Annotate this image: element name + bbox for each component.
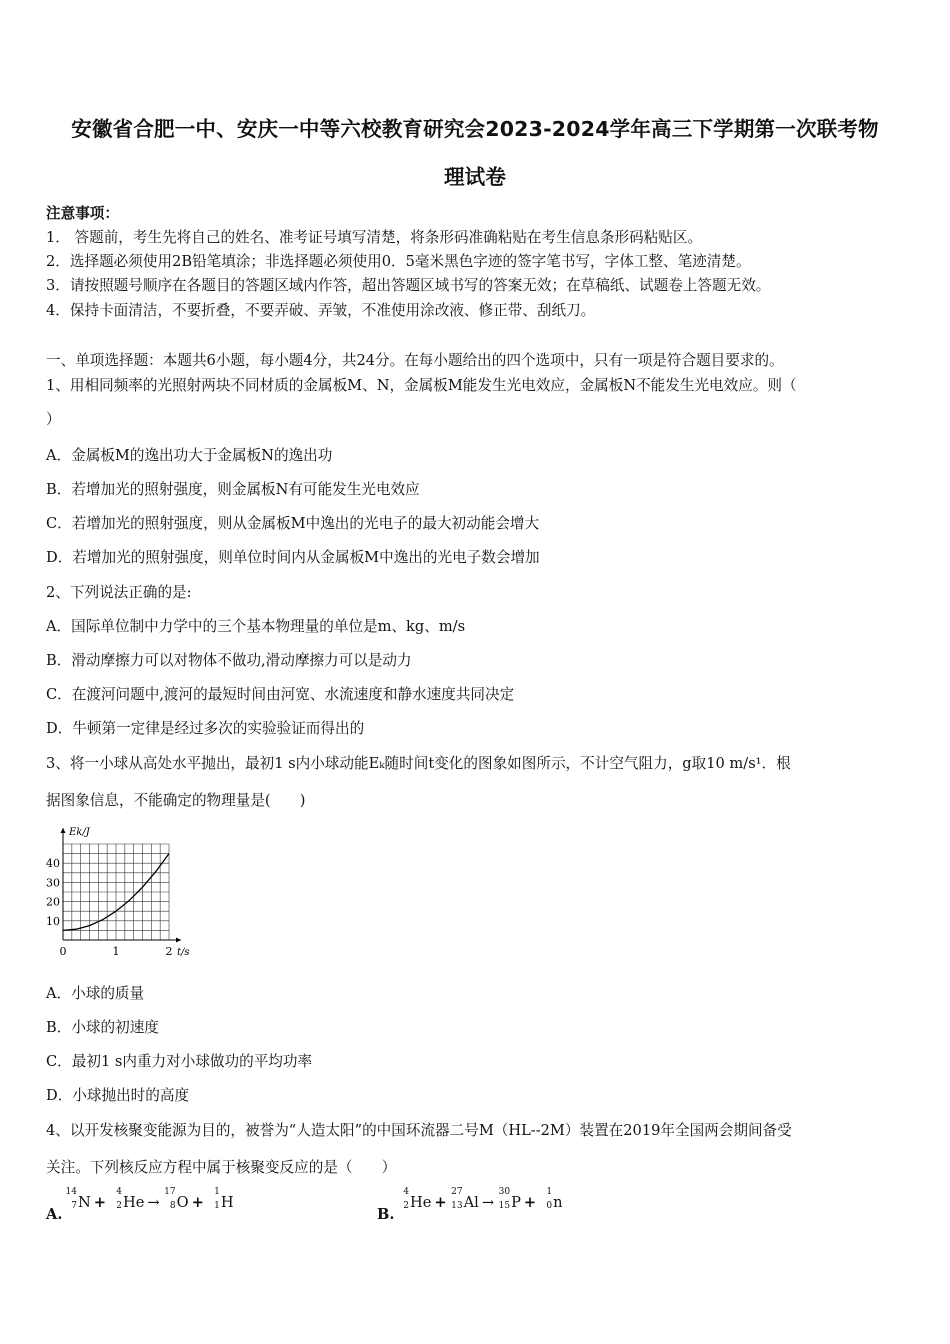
q4-option-b-label: B.	[377, 1206, 395, 1223]
element-symbol: N	[78, 1194, 91, 1211]
nuclide	[116, 1187, 145, 1211]
q3-option-c: C．最初1 s内重力对小球做功的平均功率	[46, 1053, 313, 1070]
mass-number: 14	[65, 1187, 77, 1197]
q1-option-d: D．若增加光的照射强度，则单位时间内从金属板M中逸出的光电子数会增加	[46, 549, 540, 566]
plus-sign: +	[93, 1194, 107, 1211]
nuclide	[403, 1187, 432, 1211]
y-tick-label: 20	[46, 895, 60, 909]
x-axis-arrow-icon	[176, 938, 181, 943]
x-tick-label: 0	[59, 945, 67, 958]
x-axis-label: t/s	[177, 947, 190, 958]
nuclide	[164, 1187, 189, 1211]
charge-number: 7	[71, 1201, 77, 1211]
element-symbol: H	[220, 1194, 234, 1211]
element-symbol: O	[176, 1194, 189, 1211]
element-symbol: P	[511, 1194, 521, 1211]
ek-t-chart	[44, 822, 204, 967]
nuclide	[546, 1187, 563, 1211]
q1-option-c: C．若增加光的照射强度，则从金属板M中逸出的光电子的最大初动能会增大	[46, 515, 540, 532]
q1-option-a: A．金属板M的逸出功大于金属板N的逸出功	[46, 447, 333, 464]
q2-option-a: A．国际单位制中力学中的三个基本物理量的单位是m、kg、m/s	[46, 618, 466, 635]
page-title-line1: 安徽省合肥一中、安庆一中等六校教育研究会2023-2024学年高三下学期第一次联考物	[71, 117, 879, 141]
element-symbol: He	[410, 1194, 432, 1211]
charge-number: 2	[116, 1201, 123, 1211]
y-tick-label: 10	[46, 914, 60, 928]
notes-item-3: 3．请按照题号顺序在各题目的答题区域内作答，超出答题区域书写的答案无效；在草稿纸、试题卷上答题无效。	[46, 277, 771, 294]
nuclide	[498, 1187, 521, 1211]
mass-number: 1	[214, 1187, 220, 1197]
notes-item-2: 2．选择题必须使用2B铅笔填涂；非选择题必须使用0．5毫米黑色字迹的签字笔书写，字体工整、笔迹清楚。	[46, 253, 751, 270]
arrow-icon: →	[147, 1194, 160, 1211]
q2-option-b: B．滑动摩擦力可以对物体不做功,滑动摩擦力可以是动力	[46, 652, 412, 669]
q4-option-a-label: A.	[46, 1206, 63, 1223]
notes-heading: 注意事项：	[46, 205, 119, 222]
q1-stem-line1: 1、用相同频率的光照射两块不同材质的金属板M、N，金属板M能发生光电效应，金属板N不能发生光电效应。则（	[46, 377, 797, 394]
q4-option-a-equation	[64, 1187, 234, 1211]
mass-number: 1	[546, 1187, 553, 1197]
mass-number: 4	[403, 1187, 409, 1197]
plus-sign: +	[191, 1194, 204, 1211]
charge-number: 0	[546, 1201, 553, 1211]
nuclide	[451, 1187, 479, 1211]
q3-option-d: D．小球抛出时的高度	[46, 1087, 190, 1104]
x-tick-label: 2	[165, 945, 173, 958]
mass-number: 17	[164, 1187, 176, 1197]
arrow-icon: →	[481, 1194, 495, 1211]
y-tick-label: 40	[46, 857, 60, 871]
mass-number: 27	[451, 1187, 463, 1197]
q3-stem-line1: 3、将一小球从高处水平抛出，最初1 s内小球动能Eₖ随时间t变化的图象如图所示，不计空气阻力，g取10 m/s¹．根	[46, 755, 791, 772]
charge-number: 8	[169, 1201, 176, 1211]
q2-option-c: C．在渡河问题中,渡河的最短时间由河宽、水流速度和静水速度共同决定	[46, 686, 515, 703]
charge-number: 13	[451, 1201, 463, 1211]
nuclide	[214, 1187, 234, 1211]
q3-stem-line2: 据图象信息，不能确定的物理量是( )	[46, 792, 306, 809]
nuclide	[65, 1187, 91, 1211]
y-tick-label: 30	[46, 876, 60, 890]
q4-stem-line2: 关注。下列核反应方程中属于核聚变反应的是（ ）	[46, 1159, 397, 1176]
element-symbol: He	[123, 1194, 145, 1211]
x-tick-label: 1	[112, 945, 120, 958]
q4-option-b-equation	[396, 1187, 563, 1211]
notes-item-4: 4．保持卡面清洁，不要折叠，不要弄破、弄皱，不准使用涂改液、修正带、刮纸刀。	[46, 302, 596, 319]
q1-option-b: B．若增加光的照射强度，则金属板N有可能发生光电效应	[46, 481, 420, 498]
plus-sign: +	[434, 1194, 447, 1211]
ek-t-chart-svg	[44, 822, 204, 967]
charge-number: 2	[403, 1201, 409, 1211]
charge-number: 15	[498, 1201, 511, 1211]
page-title-line2: 理试卷	[443, 165, 507, 189]
q2-option-d: D．牛顿第一定律是经过多次的实验验证而得出的	[46, 720, 365, 737]
q2-stem: 2、下列说法正确的是:	[46, 584, 192, 601]
element-symbol: Al	[463, 1194, 479, 1211]
mass-number: 4	[116, 1187, 123, 1197]
y-axis-arrow-icon	[61, 828, 66, 833]
plus-sign: +	[523, 1194, 537, 1211]
mass-number: 30	[498, 1187, 511, 1197]
q3-option-b: B．小球的初速度	[46, 1019, 159, 1036]
q1-stem-line2: ）	[46, 411, 61, 428]
charge-number: 1	[214, 1201, 220, 1211]
y-axis-label: Ek/J	[69, 827, 90, 838]
notes-item-1: 1． 答题前，考生先将自己的姓名、准考证号填写清楚，将条形码准确粘贴在考生信息条形码粘贴区。	[46, 229, 703, 246]
element-symbol: n	[553, 1194, 563, 1211]
q4-stem-line1: 4、以开发核聚变能源为目的，被誉为“人造太阳”的中国环流器二号M（HL--2M）装置在2019年全国两会期间备受	[46, 1122, 792, 1139]
q3-option-a: A．小球的质量	[46, 985, 145, 1002]
section-heading: 一、单项选择题：本题共6小题，每小题4分，共24分。在每小题给出的四个选项中，只有一项是符合题目要求的。	[46, 352, 784, 369]
